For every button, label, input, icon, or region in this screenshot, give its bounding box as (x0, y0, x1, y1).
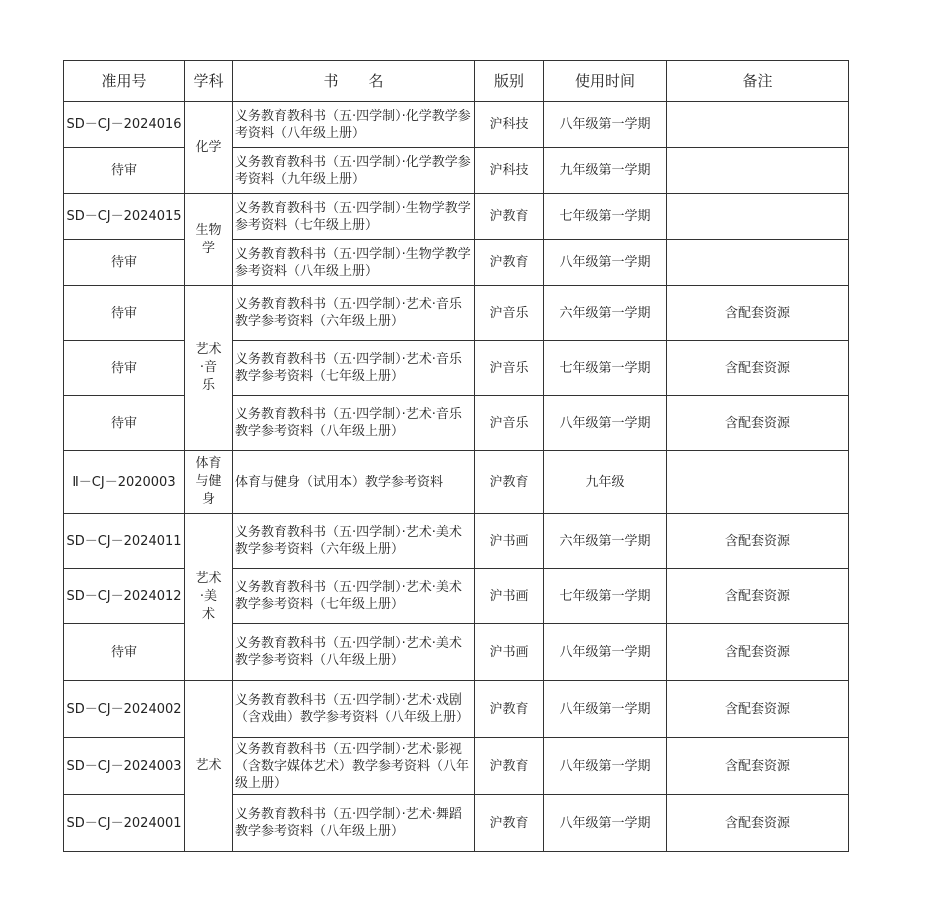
cell-code: SD－CJ－2024012 (64, 569, 185, 624)
cell-time: 八年级第一学期 (544, 396, 667, 451)
cell-code: SD－CJ－2024002 (64, 681, 185, 738)
cell-subject: 体育与健身 (185, 451, 233, 514)
cell-title: 义务教育教科书（五·四学制）·艺术·戏剧（含戏曲）教学参考资料（八年级上册） (233, 681, 475, 738)
cell-edition: 沪教育 (475, 240, 544, 286)
cell-subject: 生物学 (185, 194, 233, 286)
cell-time: 六年级第一学期 (544, 514, 667, 569)
table-row (64, 569, 849, 624)
cell-subject: 艺术·音乐 (185, 286, 233, 451)
cell-note: 含配套资源 (667, 738, 849, 795)
cell-note: 含配套资源 (667, 569, 849, 624)
cell-note: 含配套资源 (667, 624, 849, 681)
cell-edition: 沪书画 (475, 624, 544, 681)
cell-title: 义务教育教科书（五·四学制）·艺术·音乐 教学参考资料（六年级上册） (233, 286, 475, 341)
cell-time: 七年级第一学期 (544, 569, 667, 624)
table-row (64, 286, 849, 341)
cell-subject: 艺术 (185, 681, 233, 852)
cell-time: 八年级第一学期 (544, 795, 667, 852)
header-edition: 版别 (475, 61, 544, 102)
cell-title: 义务教育教科书（五·四学制）·艺术·舞蹈教学参考资料（八年级上册） (233, 795, 475, 852)
cell-code: 待审 (64, 396, 185, 451)
cell-code: 待审 (64, 624, 185, 681)
table-row (64, 341, 849, 396)
cell-title: 体育与健身（试用本）教学参考资料 (233, 451, 475, 514)
header-code: 准用号 (64, 61, 185, 102)
cell-note: 含配套资源 (667, 341, 849, 396)
cell-edition: 沪教育 (475, 738, 544, 795)
cell-note: 含配套资源 (667, 396, 849, 451)
table-row (64, 148, 849, 194)
cell-code: SD－CJ－2024001 (64, 795, 185, 852)
cell-edition: 沪教育 (475, 681, 544, 738)
cell-subject: 艺术·美术 (185, 514, 233, 681)
cell-edition: 沪教育 (475, 451, 544, 514)
table-header-row (64, 61, 849, 102)
cell-title: 义务教育教科书（五·四学制）·化学教学参考资料（八年级上册） (233, 102, 475, 148)
table-row (64, 738, 849, 795)
cell-edition: 沪音乐 (475, 286, 544, 341)
cell-note: 含配套资源 (667, 286, 849, 341)
textbook-table (63, 60, 849, 852)
cell-edition: 沪科技 (475, 102, 544, 148)
cell-title: 义务教育教科书（五·四学制）·艺术·音乐 教学参考资料（八年级上册） (233, 396, 475, 451)
cell-code: 待审 (64, 148, 185, 194)
cell-edition: 沪书画 (475, 569, 544, 624)
cell-edition: 沪书画 (475, 514, 544, 569)
cell-code: SD－CJ－2024015 (64, 194, 185, 240)
cell-note (667, 194, 849, 240)
header-time: 使用时间 (544, 61, 667, 102)
table-row (64, 240, 849, 286)
cell-time: 九年级 (544, 451, 667, 514)
cell-time: 七年级第一学期 (544, 194, 667, 240)
cell-note: 含配套资源 (667, 681, 849, 738)
cell-note (667, 148, 849, 194)
table-row (64, 681, 849, 738)
cell-title: 义务教育教科书（五·四学制）·艺术·美术教学参考资料（七年级上册） (233, 569, 475, 624)
table-row (64, 514, 849, 569)
header-note: 备注 (667, 61, 849, 102)
cell-time: 八年级第一学期 (544, 738, 667, 795)
cell-note (667, 102, 849, 148)
cell-title: 义务教育教科书（五·四学制）·艺术·影视（含数字媒体艺术）教学参考资料（八年级上册） (233, 738, 475, 795)
cell-edition: 沪教育 (475, 194, 544, 240)
cell-note (667, 451, 849, 514)
table-row (64, 194, 849, 240)
cell-edition: 沪科技 (475, 148, 544, 194)
cell-note (667, 240, 849, 286)
cell-time: 七年级第一学期 (544, 341, 667, 396)
cell-code: 待审 (64, 341, 185, 396)
cell-code: SD－CJ－2024003 (64, 738, 185, 795)
cell-title: 义务教育教科书（五·四学制）·化学教学参考资料（九年级上册） (233, 148, 475, 194)
cell-code: Ⅱ－CJ－2020003 (64, 451, 185, 514)
table-row (64, 102, 849, 148)
cell-edition: 沪教育 (475, 795, 544, 852)
table-row (64, 795, 849, 852)
cell-time: 八年级第一学期 (544, 624, 667, 681)
table-row (64, 624, 849, 681)
cell-note: 含配套资源 (667, 795, 849, 852)
cell-time: 九年级第一学期 (544, 148, 667, 194)
header-subject: 学科 (185, 61, 233, 102)
table-row (64, 451, 849, 514)
cell-time: 六年级第一学期 (544, 286, 667, 341)
cell-time: 八年级第一学期 (544, 240, 667, 286)
cell-title: 义务教育教科书（五·四学制）·艺术·美术教学参考资料（六年级上册） (233, 514, 475, 569)
cell-edition: 沪音乐 (475, 341, 544, 396)
cell-edition: 沪音乐 (475, 396, 544, 451)
cell-subject: 化学 (185, 102, 233, 194)
cell-title: 义务教育教科书（五·四学制）·生物学教学参考资料（七年级上册） (233, 194, 475, 240)
cell-title: 义务教育教科书（五·四学制）·艺术·美术教学参考资料（八年级上册） (233, 624, 475, 681)
cell-note: 含配套资源 (667, 514, 849, 569)
table-row (64, 396, 849, 451)
cell-time: 八年级第一学期 (544, 102, 667, 148)
cell-title: 义务教育教科书（五·四学制）·艺术·音乐 教学参考资料（七年级上册） (233, 341, 475, 396)
cell-title: 义务教育教科书（五·四学制）·生物学教学参考资料（八年级上册） (233, 240, 475, 286)
cell-time: 八年级第一学期 (544, 681, 667, 738)
cell-code: 待审 (64, 286, 185, 341)
cell-code: SD－CJ－2024016 (64, 102, 185, 148)
cell-code: 待审 (64, 240, 185, 286)
header-title: 书 名 (233, 61, 475, 102)
cell-code: SD－CJ－2024011 (64, 514, 185, 569)
